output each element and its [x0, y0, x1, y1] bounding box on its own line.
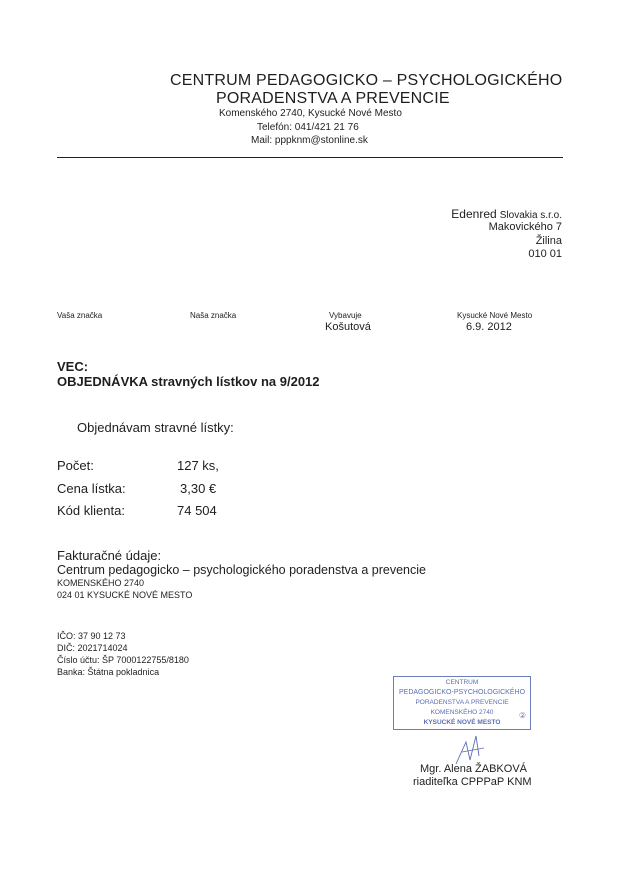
price-label: Cena lístka:: [57, 481, 126, 496]
billing-label: Fakturačné údaje:: [57, 548, 162, 563]
stamp-line5: KYSUCKÉ NOVÉ MESTO: [423, 719, 501, 726]
signatory-name: Mgr. Alena ŽABKOVÁ: [420, 763, 527, 775]
ico: IČO: 37 90 12 73: [57, 631, 126, 641]
price-value: 3,30 €: [180, 481, 217, 496]
recipient-street: Makovického 7: [488, 221, 562, 233]
recipient-company: [451, 207, 562, 221]
count-value: 127 ks,: [177, 458, 219, 473]
handled-label: Vybavuje: [329, 311, 362, 320]
billing-street: KOMENSKÉHO 2740: [57, 578, 145, 588]
subject-text: OBJEDNÁVKA stravných lístkov na 9/2012: [57, 374, 320, 389]
header-mail: Mail: pppknm@stonline.sk: [251, 135, 368, 146]
billing-name: Centrum pedagogicko – psychologického poradenstva a prevencie: [57, 563, 426, 577]
recipient-city: Žilina: [535, 235, 562, 247]
intro-text: Objednávam stravné lístky:: [77, 420, 234, 435]
stamp-line2: PEDAGOGICKO-PSYCHOLOGICKÉHO: [398, 689, 526, 696]
official-stamp: [393, 676, 531, 730]
dic: DIČ: 2021714024: [57, 643, 128, 653]
client-label: Kód klienta:: [57, 503, 125, 518]
stamp-line3: PORADENSTVA A PREVENCIE: [415, 699, 509, 706]
handled-value: Košutová: [325, 321, 371, 333]
stamp-line4: KOMENSKÉHO 2740: [430, 709, 494, 716]
stamp-number-mark: ②: [518, 711, 526, 720]
recipient-zip: 010 01: [528, 248, 562, 260]
header-phone: Telefón: 041/421 21 76: [257, 122, 359, 133]
date-value: 6.9. 2012: [466, 321, 512, 333]
header-divider: [57, 157, 563, 158]
header-title-line1: CENTRUM PEDAGOGICKO – PSYCHOLOGICKÉHO: [170, 72, 563, 89]
header-address: Komenského 2740, Kysucké Nové Mesto: [219, 108, 402, 119]
bank: Banka: Štátna pokladnica: [57, 667, 160, 677]
count-label: Počet:: [57, 458, 94, 473]
account-number: Číslo účtu: ŠP 7000122755/8180: [57, 655, 189, 665]
client-value: 74 504: [177, 503, 217, 518]
our-ref-label: Naša značka: [190, 311, 237, 320]
subject-label: VEC:: [57, 359, 89, 374]
stamp-line1: CENTRUM: [445, 679, 479, 686]
signatory-title: riaditeľka CPPPaP KNM: [413, 776, 532, 788]
place-label: Kysucké Nové Mesto: [457, 311, 533, 320]
recipient-company-suffix: Slovakia s.r.o.: [499, 210, 562, 221]
your-ref-label: Vaša značka: [57, 311, 103, 320]
billing-city: 024 01 KYSUCKÉ NOVÉ MESTO: [57, 590, 193, 600]
header-title-line2: PORADENSTVA A PREVENCIE: [216, 90, 450, 107]
recipient-company-name: Edenred: [451, 207, 497, 221]
